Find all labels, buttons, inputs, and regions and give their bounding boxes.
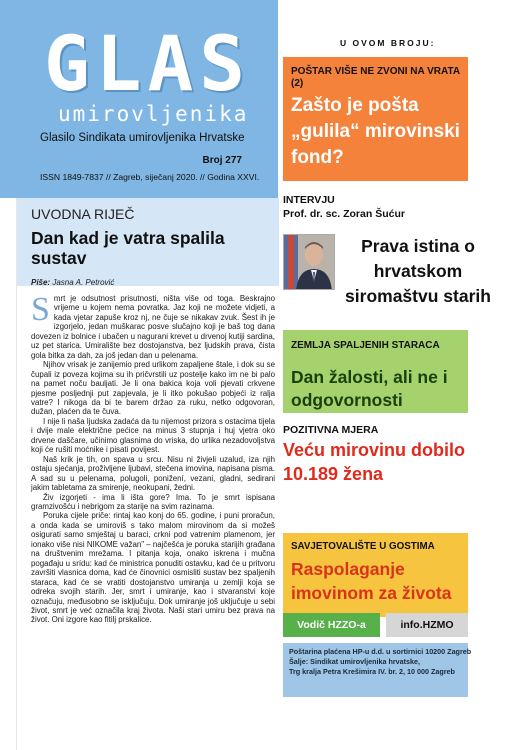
- editorial-kicker: UVODNA RIJEČ: [31, 206, 135, 222]
- postal-line: Šalje: Sindikat umirovljenika hrvatske,: [289, 657, 421, 666]
- teaser-kicker: POZITIVNA MJERA: [283, 424, 379, 436]
- info-hzmo-link[interactable]: info.HZMO: [386, 613, 468, 637]
- vodic-hzzo-link[interactable]: Vodič HZZO-a: [283, 613, 380, 637]
- dropcap: S: [31, 291, 50, 328]
- paragraph: Naš krik je tih, on spava u srcu. Nisu ni živjeli uzalud, iza njih ostaju sjećanja, proživljene ljubavi, stečena imovina, napisana pisma. A sad su u pelenama, polugoli, ponižení, vezani, gladni, sedirani jakim tabletama za smirenje, neokupani, žedni.: [31, 454, 275, 493]
- teaser-title: Dan žalosti, ali ne i odgovornosti: [291, 367, 448, 410]
- interviewee-name: Prof. dr. sc. Zoran Šućur: [283, 208, 405, 220]
- portrait-photo: [283, 234, 335, 290]
- teaser-pozitivna-mjera[interactable]: [283, 424, 483, 519]
- contents-heading: U OVOM BROJU:: [340, 38, 436, 48]
- editorial-title: Dan kad je vatra spalila sustav: [31, 228, 225, 268]
- editorial-header: [17, 198, 279, 286]
- teaser-savjetovaliste[interactable]: [283, 533, 468, 617]
- teaser-interview[interactable]: [283, 194, 491, 316]
- teaser-title: Veću mirovinu dobilo 10.189 žena: [283, 440, 466, 484]
- paragraph: Živ izgorjeti - ima li išta gore? Ima. To je smrt ispisana gramzivošću i nebrigom za starije na svim razinama.: [31, 492, 275, 511]
- teaser-kicker: ZEMLJA SPALJENIH STARACA: [291, 340, 440, 351]
- paragraph: Njihov vrisak je zanijemio pred urlikom zapaljene štale, i dok su se čupali iz poveza kojima su ih pričvrstili uz postelje kako im ne bi palo na pamet noču baulјati. Je li ona bakica koja voli pjevati crkvene pjesme posljednji put zapjevala, je li itko pokušao pobjeći iz ralja vatre? I nikoga da bi te barem držao za ruku, netko odgovoran, dužan, plaćen da te čuva.: [31, 360, 275, 417]
- paragraph-text: mrt je odsutnost prisutnosti, ništa više od toga. Beskrajno vrijeme u kojem nema povratka. Jaz koji ne možete vidjeti, a kada vjetar zapuše kroz nj, ne čuje se nikakav zvuk. Šest ih je izgorjelo, jedan muškarac posve slučajno koji je baš tog dana dovezen iz bolnice i ubačen u nagurani krevet u drvenoj kutiji sardina, uz pet starica. Umiralište bez dostojanstva, bez ljudskih prava, čista gola bitka za dah, za još jedan dan u pelenama.: [31, 294, 275, 360]
- paragraph: I nije li naša ljudska zadaća da tu nijemost prizora s ostacima tijela i dvije male električne pećice na minus 3 stupnja i huj vjetra oko drvene daščare, učinimo glasnima do vriska, do urlika nezadovoljstva koji će rušiti moćnike i pisati povijest.: [31, 416, 276, 455]
- issue-number: Broj 277: [202, 155, 242, 166]
- postal-line: Poštarina plaćena HP-u d.d. u sortirnici 10200 Zagreb: [289, 647, 472, 656]
- teaser-title: Zašto je pošta „gulila“ mirovinski fond?: [291, 95, 460, 168]
- teaser-kicker: POŠTAR VIŠE NE ZVONI NA VRATA (2): [291, 66, 460, 89]
- editorial-byline: [31, 278, 114, 287]
- byline-label: Piše:: [31, 278, 51, 287]
- paragraph: [31, 291, 275, 360]
- issn-line: ISSN 1849-7837 // Zagreb, siječanj 2020. // Godina XXVI.: [40, 172, 260, 182]
- teaser-zemlja[interactable]: [283, 330, 468, 413]
- tagline: Glasilo Sindikata umirovljenika Hrvatske: [40, 132, 245, 144]
- postal-line: Trg kralja Petra Krešimira IV. br. 2, 10 000 Zagreb: [289, 667, 455, 676]
- teaser-kicker: SAVJETOVALIŠTE U GOSTIMA: [291, 541, 435, 552]
- logo: GLAS: [44, 19, 252, 108]
- editorial-body: [31, 291, 276, 625]
- paragraph: Poruka cijele priče: rintaj kao konj do 65. godine, i puni proračun, a onda kada se umiroviš s tako malom mirovinom da si možeš osigurati samo smještaj u baraci, crkni pod vatrenim plamenom, jer ionako više nisi NIKOME važan" – najčešća je poruka starijih građana na društvenim mrežama. I pitanja koja, onako iskrena i mučna pogađaju u srídu: kad će ministrica ponuditi ostavku, kad će u pritvoru završiti vlasnica doma, kad će činovnici osmisliti sustav bez spaljenih staraca, kad će se vratiti dostojanstvo umiranja u zemlji koja se odreka svojih starih. Jer, smrt i umiranje, kao i stvaranstvi koje označuju, međusobno se isključuju. Dok umiranje još uključuje u sebi život, smrt je već označila kraj života. Naši stari umiru bez prava na život. Oni izgore kao fitilj prskalice.: [31, 511, 275, 625]
- teaser-posta[interactable]: [283, 57, 468, 181]
- editorial-article: [16, 198, 278, 750]
- teaser-title: Raspolaganje imovinom za života: [291, 559, 452, 603]
- postal-notice: [283, 643, 472, 697]
- teaser-title: Prava istina o hrvatskom siromaštvu starih: [345, 236, 491, 306]
- byline-author: Jasna A. Petrović: [52, 278, 115, 287]
- teaser-kicker: INTERVJU: [283, 194, 335, 206]
- masthead: [0, 0, 278, 198]
- logo-subtitle: umirovljenika: [58, 102, 249, 126]
